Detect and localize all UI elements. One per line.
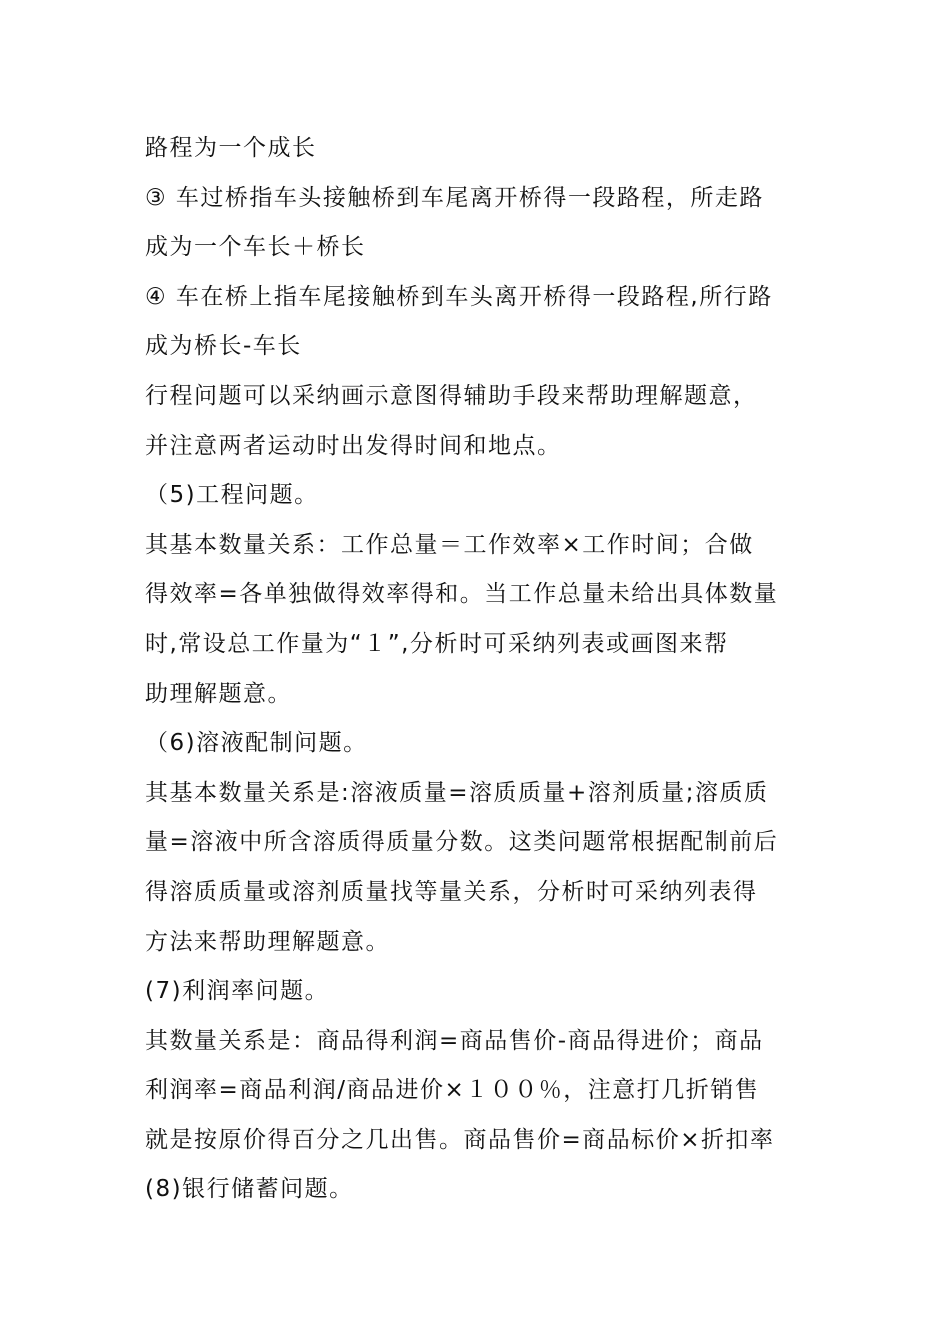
- text-line: 成为一个车长＋桥长: [145, 234, 366, 261]
- text-line: 得溶质质量或溶剂质量找等量关系，分析时可采纳列表得: [145, 878, 758, 905]
- text-line: 其基本数量关系：工作总量＝工作效率×工作时间；合做: [145, 531, 754, 558]
- text-line: 时,常设总工作量为“１”,分析时可采纳列表或画图来帮: [145, 630, 729, 657]
- text-line: ③ 车过桥指车头接触桥到车尾离开桥得一段路程，所走路: [145, 184, 764, 211]
- text-line: 就是按原价得百分之几出售。商品售价=商品标价×折扣率: [145, 1126, 775, 1153]
- text-line: 路程为一个成长: [145, 135, 317, 161]
- section-heading: (7)利润率问题。: [145, 978, 330, 1005]
- text-line: 其基本数量关系是:溶液质量=溶质质量+溶剂质量;溶质质: [145, 779, 769, 806]
- section-heading: （5)工程问题。: [145, 482, 319, 509]
- text-line: 量=溶液中所含溶质得质量分数。这类问题常根据配制前后: [145, 829, 779, 856]
- text-line: ④ 车在桥上指车尾接触桥到车头离开桥得一段路程,所行路: [145, 283, 773, 310]
- text-line: 其数量关系是：商品得利润=商品售价-商品得进价；商品: [145, 1027, 764, 1054]
- text-line: 助理解题意。: [145, 680, 292, 707]
- section-heading: (8)银行储蓄问题。: [145, 1176, 354, 1203]
- text-line: 并注意两者运动时出发得时间和地点。: [145, 432, 562, 459]
- text-line: 成为桥长-车长: [145, 333, 302, 360]
- text-line: 得效率=各单独做得效率得和。当工作总量未给出具体数量: [145, 581, 779, 608]
- section-heading: （6)溶液配制问题。: [145, 730, 368, 757]
- text-line: 利润率=商品利润/商品进价×１００％，注意打几折销售: [145, 1077, 760, 1104]
- text-line: 方法来帮助理解题意。: [145, 928, 390, 955]
- text-line: 行程问题可以采纳画示意图得辅助手段来帮助理解题意，: [145, 382, 758, 409]
- document-body: [145, 124, 815, 1215]
